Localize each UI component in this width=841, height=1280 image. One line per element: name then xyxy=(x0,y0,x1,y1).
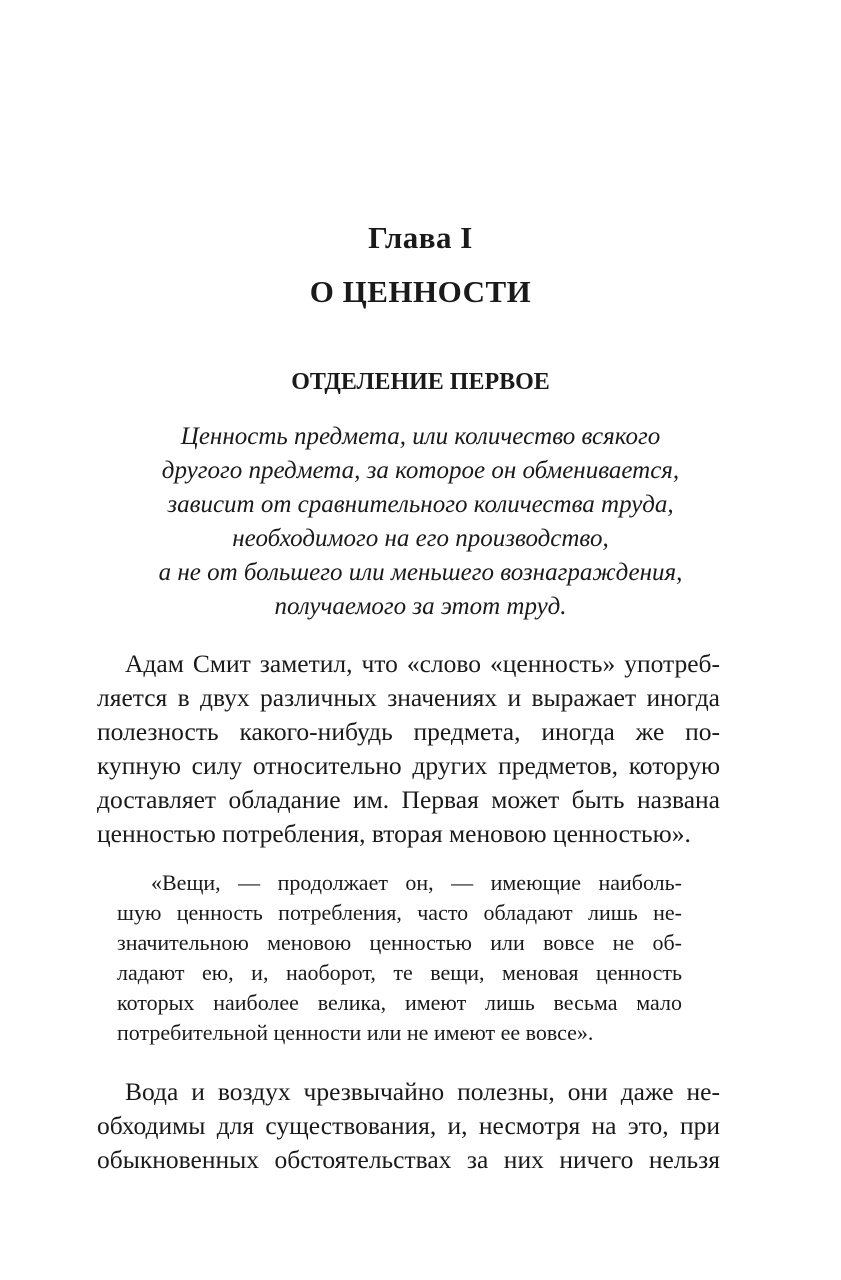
text-line: обходимы для существования, и, несмотря на это, при xyxy=(97,1111,720,1140)
chapter-label: Глава I xyxy=(368,220,473,255)
quote-line: «Вещи, — продолжает он, — имеющие наиболь- xyxy=(151,870,682,895)
text-line: Вода и воздух чрезвычайно полезны, они даже не- xyxy=(125,1077,720,1106)
section-summary xyxy=(100,420,741,624)
text-line: ляется в двух различных значениях и выражает иногда xyxy=(97,683,720,712)
quote-line: которых наиболее велика, имеют лишь весьма мало xyxy=(117,990,682,1015)
text-line: купную силу относительно других предметов, которую xyxy=(97,751,720,780)
quote-line: ладают ею, и, наоборот, те вещи, меновая ценность xyxy=(117,960,682,985)
section-title: ОТДЕЛЕНИЕ ПЕРВОЕ xyxy=(291,369,550,395)
text-line: доставляет обладание им. Первая может быть названа xyxy=(97,785,720,814)
text-line: полезность какого-нибудь предмета, иногда же по- xyxy=(97,717,720,746)
summary-line: другого предмета, за которое он обменивается, xyxy=(161,457,680,484)
summary-line: а не от большего или меньшего вознаграждения, xyxy=(158,559,683,586)
chapter-title: О ЦЕННОСТИ xyxy=(309,274,532,309)
summary-line: необходимого на его производство, xyxy=(232,525,609,552)
quote-line: шую ценность потребления, часто обладают лишь не- xyxy=(117,900,682,925)
summary-line: зависит от сравнительного количества труда, xyxy=(167,491,674,518)
text-line: ценностью потребления, вторая меновою ценностью». xyxy=(97,819,691,848)
text-line: Адам Смит заметил, что «слово «ценность» употреб- xyxy=(125,649,720,678)
block-quote xyxy=(117,868,682,1048)
quote-line: потребительной ценности или не имеют ее вовсе». xyxy=(117,1020,594,1045)
text-line: обыкновенных обстоятельствах за них ничего нельзя xyxy=(97,1145,720,1174)
paragraph-1 xyxy=(97,647,720,851)
quote-line: значительною меновою ценностью или вовсе не об- xyxy=(117,930,682,955)
summary-line: получаемого за этот труд. xyxy=(274,593,567,620)
summary-line: Ценность предмета, или количество всякого xyxy=(180,423,661,450)
paragraph-2 xyxy=(97,1075,720,1177)
